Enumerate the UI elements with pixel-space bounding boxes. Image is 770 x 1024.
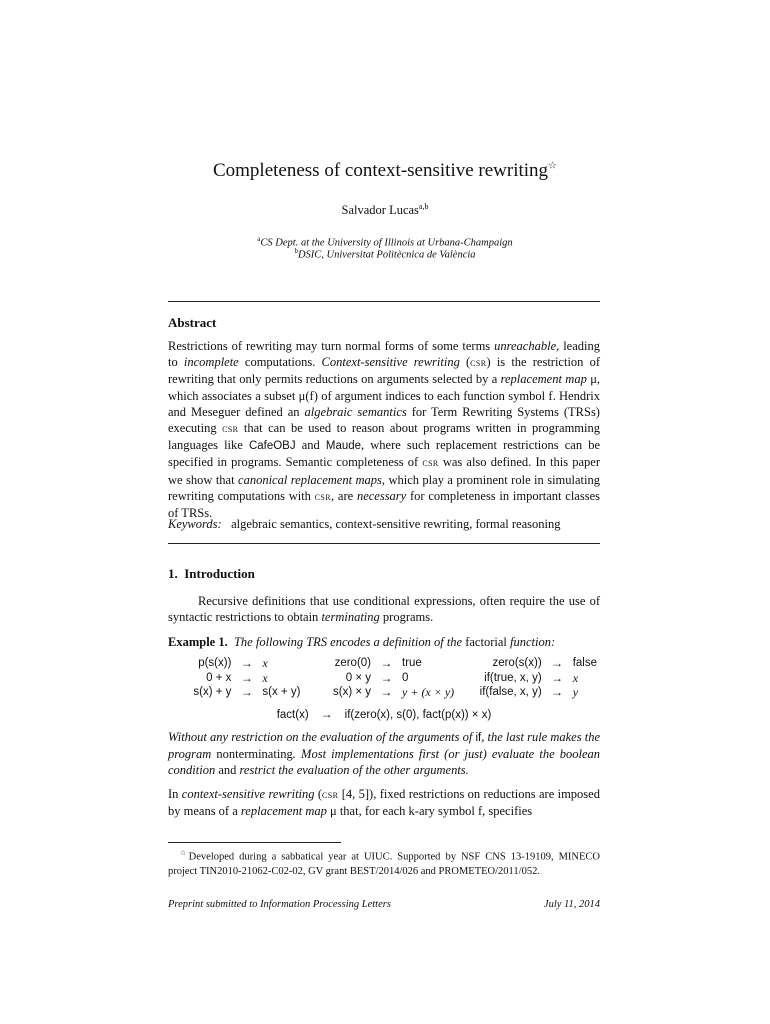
rule-rhs: false — [572, 657, 597, 669]
section-title: Introduction — [184, 566, 255, 581]
rule-lhs: p(s(x)) — [198, 657, 232, 669]
text-run: incomplete — [183, 355, 239, 370]
text-run: μ, which associates a subset μ(f) of argument indices to each function symbol f. Hendrix and Meseguer defined an — [168, 372, 601, 419]
author-affil-marks: a,b — [418, 202, 429, 211]
text-run: replacement map — [500, 372, 587, 387]
arrow-symbol: → — [240, 670, 253, 685]
rule-lhs: zero(s(x)) — [492, 657, 542, 669]
author — [0, 202, 770, 218]
text-run: The following TRS encodes a definition of the — [233, 635, 466, 649]
csr-paragraph — [168, 786, 600, 819]
text-run: In — [168, 787, 182, 801]
text-run: for completeness in important classes of TRSs. — [168, 488, 600, 521]
text-run: the evaluation of the other arguments. — [278, 763, 469, 778]
rule-lhs: 0 × y — [345, 671, 372, 684]
keywords-text: algebraic semantics, context-sensitive rewriting, formal reasoning — [231, 517, 561, 531]
author-name: Salvador Lucas — [341, 203, 419, 218]
rule-lhs: if(false, x, y) — [479, 686, 542, 698]
title-footnote-mark: ☆ — [548, 160, 558, 172]
rule-lhs: zero(0) — [334, 657, 372, 669]
paper-title — [0, 160, 770, 182]
abstract-bottom-rule — [168, 543, 600, 544]
footnote-rule — [168, 842, 341, 843]
text-run: restrict — [236, 763, 279, 778]
arrow-symbol: → — [380, 656, 393, 670]
text-run: , leading to — [168, 339, 600, 370]
rule-lhs: s(x) × y — [333, 686, 372, 698]
footnote-text: Developed during a sabbatical year at UIUC. Supported by NSF CNS 13-19109, MINECO project TIN2010-21062-C02-02, GV grant BEST/2014/026 and PROMETEO/2011/052. — [168, 851, 600, 877]
affil-text: DSIC, Universitat Politècnica de València — [297, 249, 476, 261]
text-run: nonterminating — [216, 747, 293, 762]
text-run: if — [475, 732, 482, 744]
intro-paragraph — [168, 593, 600, 625]
example-heading — [168, 635, 600, 650]
text-run: CafeOBJ — [248, 440, 296, 453]
affil-mark: a — [257, 235, 261, 243]
section-heading — [168, 566, 255, 582]
text-run: , which play a prominent role in simulating rewriting computations with — [168, 472, 600, 503]
affil-mark: b — [294, 247, 298, 255]
abstract-top-rule — [168, 301, 600, 302]
text-run: csr — [422, 457, 439, 470]
abstract-text — [168, 338, 600, 521]
text-run: csr — [470, 357, 487, 370]
text-run: canonical replacement maps — [238, 472, 382, 487]
text-run: terminating — [321, 610, 380, 625]
text-run: unreachable — [494, 339, 557, 353]
example-followup — [168, 729, 600, 779]
text-run: [4, 5]), fixed restrictions on reductions are imposed by means of a — [168, 787, 600, 819]
arrow-symbol: → — [380, 670, 393, 685]
text-run: algebraic semantics — [304, 404, 407, 419]
rule-lhs: s(x) + y — [193, 686, 232, 698]
arrow-symbol: → — [551, 670, 564, 685]
text-run: and — [218, 763, 237, 778]
title-text: Completeness of context-sensitive rewriting — [212, 160, 549, 181]
text-run: and — [295, 438, 326, 453]
affiliation-b — [0, 245, 770, 262]
text-run: computations. — [238, 355, 322, 370]
text-run: factorial — [465, 635, 507, 649]
rule-lhs: fact(x) — [276, 709, 309, 721]
abstract-heading: Abstract — [168, 315, 217, 330]
text-run: replacement map — [240, 804, 327, 819]
text-run: , are — [331, 488, 357, 503]
trs-rules — [168, 656, 600, 700]
keywords — [168, 516, 600, 532]
text-run: , where such replacement restrictions can be specified in programs. Semantic completeness of — [168, 438, 600, 470]
text-run: for Term Rewriting Systems (TRSs) executing — [168, 404, 600, 436]
rule-lhs: 0 + x — [206, 671, 232, 684]
footnote — [168, 846, 600, 880]
text-run: . Most implementations first (or just) evaluate the boolean condition — [168, 747, 600, 778]
text-run: csr — [314, 490, 332, 503]
text-run: , the last rule makes the program — [168, 730, 600, 762]
text-run: Maude — [325, 440, 362, 453]
keywords-label: Keywords: — [168, 517, 222, 531]
arrow-symbol: → — [380, 685, 393, 699]
text-run: context-sensitive rewriting — [181, 787, 315, 801]
trs-row — [168, 656, 600, 671]
text-run: ( — [314, 787, 323, 801]
text-run: that can be used to reason about programs written in programming languages like — [168, 421, 600, 453]
text-run: was also defined. In this paper we show that — [168, 455, 600, 487]
text-run: Context-sensitive rewriting — [321, 355, 460, 370]
text-run: csr — [322, 789, 339, 801]
arrow-symbol: → — [551, 656, 564, 670]
example-label: Example 1. — [168, 635, 228, 649]
rule-rhs: 0 — [402, 671, 409, 684]
rule-rhs: y — [572, 685, 579, 699]
rule-rhs: true — [402, 657, 422, 669]
arrow-symbol: → — [240, 685, 253, 699]
rule-rhs: x — [262, 670, 268, 685]
trs-rules-table — [168, 656, 600, 700]
text-run: csr — [222, 423, 239, 436]
arrow-symbol: → — [240, 656, 253, 670]
rule-rhs: if(zero(x), s(0), fact(p(x)) × x) — [344, 709, 492, 721]
rule-rhs: x — [262, 656, 268, 670]
text-run: Recursive definitions that use conditional expressions, often require the use of syntactic restrictions to obtain — [168, 594, 600, 625]
trs-row — [168, 685, 600, 700]
text-run: programs. — [379, 610, 434, 625]
rule-rhs: x — [572, 670, 579, 685]
section-number: 1. — [168, 566, 178, 581]
text-run: necessary — [356, 488, 407, 503]
footer-date: July 11, 2014 — [543, 899, 600, 910]
footnote-mark: ☆ — [180, 849, 189, 857]
text-run: function: — [506, 635, 556, 649]
rule-rhs: y + (x × y) — [402, 685, 455, 699]
footer-journal: Preprint submitted to Information Processing Letters — [168, 899, 391, 910]
fact-rule — [168, 707, 600, 722]
arrow-symbol: → — [551, 685, 564, 699]
text-run: μ that, for each k-ary symbol f, specifies — [326, 804, 533, 819]
rule-lhs: if(true, x, y) — [484, 671, 542, 684]
text-run: Restrictions of rewriting may turn normal forms of some terms — [168, 339, 495, 353]
text-run: ) is the restriction of rewriting that only permits reductions on arguments selected by a — [168, 355, 600, 387]
arrow-symbol: → — [320, 707, 333, 721]
trs-row — [168, 671, 600, 686]
affil-text: CS Dept. at the University of Illinois at Urbana-Champaign — [260, 237, 513, 249]
rule-rhs: s(x + y) — [262, 686, 301, 698]
text-run: ( — [459, 355, 471, 370]
text-run: Without any restriction on the evaluation of the arguments of — [168, 730, 476, 744]
